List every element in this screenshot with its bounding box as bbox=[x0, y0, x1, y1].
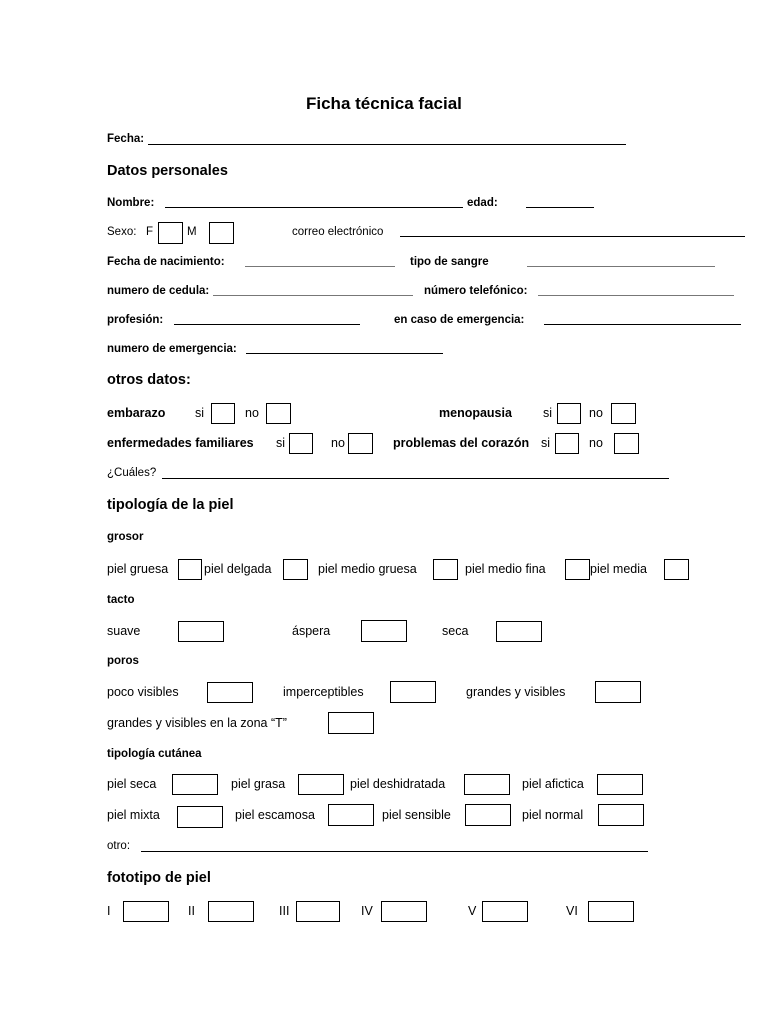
seca-tacto-checkbox[interactable] bbox=[496, 621, 542, 642]
corazon-si-checkbox[interactable] bbox=[555, 433, 579, 454]
grosor-heading: grosor bbox=[107, 531, 144, 543]
corazon-no-checkbox[interactable] bbox=[614, 433, 639, 454]
embarazo-no-label: no bbox=[245, 406, 259, 420]
fototipo-ii-checkbox[interactable] bbox=[208, 901, 254, 922]
fototipo-i-checkbox[interactable] bbox=[123, 901, 169, 922]
datos-personales-heading: Datos personales bbox=[107, 163, 228, 179]
enfermedades-label: enfermedades familiares bbox=[107, 436, 254, 450]
otros-datos-heading: otros datos: bbox=[107, 372, 191, 388]
corazon-si-label: si bbox=[541, 436, 551, 450]
nacimiento-field[interactable] bbox=[245, 266, 395, 267]
nombre-field[interactable] bbox=[165, 207, 463, 208]
emergencia-caso-field[interactable] bbox=[544, 324, 741, 325]
profesion-label: profesión: bbox=[107, 314, 164, 326]
emergencia-caso-label: en caso de emergencia: bbox=[394, 314, 525, 326]
menopausia-no-checkbox[interactable] bbox=[611, 403, 636, 424]
nombre-label: Nombre: bbox=[107, 197, 155, 209]
suave-checkbox[interactable] bbox=[178, 621, 224, 642]
fecha-label: Fecha: bbox=[107, 133, 145, 145]
fototipo-iv-checkbox[interactable] bbox=[381, 901, 427, 922]
suave-label: suave bbox=[107, 624, 141, 638]
zona-t-checkbox[interactable] bbox=[328, 712, 374, 734]
piel-normal-checkbox[interactable] bbox=[598, 804, 644, 826]
grandes-visibles-label: grandes y visibles bbox=[466, 685, 566, 699]
poros-heading: poros bbox=[107, 655, 139, 667]
fototipo-vi-label: VI bbox=[566, 904, 578, 918]
imperceptibles-label: imperceptibles bbox=[283, 685, 364, 699]
piel-afictica-label: piel afictica bbox=[522, 777, 584, 791]
menopausia-label: menopausia bbox=[439, 406, 512, 420]
enfermedades-si-label: si bbox=[276, 436, 286, 450]
grandes-visibles-checkbox[interactable] bbox=[595, 681, 641, 703]
sangre-label: tipo de sangre bbox=[410, 256, 489, 268]
edad-label: edad: bbox=[467, 197, 498, 209]
edad-field[interactable] bbox=[526, 207, 594, 208]
menopausia-si-checkbox[interactable] bbox=[557, 403, 581, 424]
telefono-field[interactable] bbox=[538, 295, 734, 296]
sexo-m-checkbox[interactable] bbox=[209, 222, 234, 244]
piel-normal-label: piel normal bbox=[522, 808, 584, 822]
tipologia-heading: tipología de la piel bbox=[107, 497, 234, 513]
menopausia-no-label: no bbox=[589, 406, 603, 420]
piel-grasa-checkbox[interactable] bbox=[298, 774, 344, 795]
menopausia-si-label: si bbox=[543, 406, 553, 420]
piel-medio-fina-label: piel medio fina bbox=[465, 562, 546, 576]
aspera-label: áspera bbox=[292, 624, 331, 638]
embarazo-si-label: si bbox=[195, 406, 205, 420]
fototipo-iv-label: IV bbox=[361, 904, 373, 918]
seca-tacto-label: seca bbox=[442, 624, 469, 638]
tacto-heading: tacto bbox=[107, 594, 135, 606]
piel-mixta-checkbox[interactable] bbox=[177, 806, 223, 828]
nacimiento-label: Fecha de nacimiento: bbox=[107, 256, 225, 268]
piel-afictica-checkbox[interactable] bbox=[597, 774, 643, 795]
page-title: Ficha técnica facial bbox=[306, 94, 462, 113]
imperceptibles-checkbox[interactable] bbox=[390, 681, 436, 703]
piel-sensible-label: piel sensible bbox=[382, 808, 451, 822]
fototipo-i-label: I bbox=[107, 904, 111, 918]
poco-visibles-label: poco visibles bbox=[107, 685, 179, 699]
enfermedades-no-checkbox[interactable] bbox=[348, 433, 373, 454]
fototipo-ii-label: II bbox=[188, 904, 195, 918]
fototipo-v-checkbox[interactable] bbox=[482, 901, 528, 922]
cuales-field[interactable] bbox=[162, 478, 669, 479]
otro-label: otro: bbox=[107, 840, 131, 852]
cutanea-heading: tipología cutánea bbox=[107, 748, 202, 760]
piel-escamosa-checkbox[interactable] bbox=[328, 804, 374, 826]
piel-gruesa-checkbox[interactable] bbox=[178, 559, 202, 580]
emergencia-num-label: numero de emergencia: bbox=[107, 343, 237, 355]
embarazo-label: embarazo bbox=[107, 406, 166, 420]
fototipo-iii-checkbox[interactable] bbox=[296, 901, 340, 922]
cedula-field[interactable] bbox=[213, 295, 413, 296]
fototipo-heading: fototipo de piel bbox=[107, 870, 211, 886]
sexo-m-label: M bbox=[187, 226, 197, 238]
piel-deshidratada-checkbox[interactable] bbox=[464, 774, 510, 795]
embarazo-no-checkbox[interactable] bbox=[266, 403, 291, 424]
piel-deshidratada-label: piel deshidratada bbox=[350, 777, 446, 791]
corazon-no-label: no bbox=[589, 436, 603, 450]
cedula-label: numero de cedula: bbox=[107, 285, 210, 297]
poco-visibles-checkbox[interactable] bbox=[207, 682, 253, 703]
piel-escamosa-label: piel escamosa bbox=[235, 808, 315, 822]
emergencia-num-field[interactable] bbox=[246, 353, 443, 354]
enfermedades-no-label: no bbox=[331, 436, 345, 450]
piel-medio-fina-checkbox[interactable] bbox=[565, 559, 590, 580]
piel-grasa-label: piel grasa bbox=[231, 777, 286, 791]
piel-sensible-checkbox[interactable] bbox=[465, 804, 511, 826]
piel-delgada-label: piel delgada bbox=[204, 562, 272, 576]
sexo-f-label: F bbox=[146, 226, 154, 238]
piel-seca-checkbox[interactable] bbox=[172, 774, 218, 795]
enfermedades-si-checkbox[interactable] bbox=[289, 433, 313, 454]
piel-media-label: piel media bbox=[590, 562, 647, 576]
piel-seca-label: piel seca bbox=[107, 777, 157, 791]
piel-mixta-label: piel mixta bbox=[107, 808, 160, 822]
fototipo-iii-label: III bbox=[279, 904, 290, 918]
otro-field[interactable] bbox=[141, 851, 648, 852]
fototipo-vi-checkbox[interactable] bbox=[588, 901, 634, 922]
correo-label: correo electrónico bbox=[292, 226, 384, 238]
sexo-f-checkbox[interactable] bbox=[158, 222, 183, 244]
corazon-label: problemas del corazón bbox=[393, 436, 530, 450]
sexo-label: Sexo: bbox=[107, 226, 137, 238]
zona-t-label: grandes y visibles en la zona “T” bbox=[107, 716, 287, 730]
correo-field[interactable] bbox=[400, 236, 745, 237]
sangre-field[interactable] bbox=[527, 266, 715, 267]
piel-gruesa-label: piel gruesa bbox=[107, 562, 169, 576]
embarazo-si-checkbox[interactable] bbox=[211, 403, 235, 424]
cuales-label: ¿Cuáles? bbox=[107, 467, 157, 479]
fecha-field[interactable] bbox=[148, 144, 626, 145]
profesion-field[interactable] bbox=[174, 324, 360, 325]
telefono-label: número telefónico: bbox=[424, 285, 528, 297]
aspera-checkbox[interactable] bbox=[361, 620, 407, 642]
piel-medio-gruesa-checkbox[interactable] bbox=[433, 559, 458, 580]
piel-media-checkbox[interactable] bbox=[664, 559, 689, 580]
piel-medio-gruesa-label: piel medio gruesa bbox=[318, 562, 417, 576]
fototipo-v-label: V bbox=[468, 904, 477, 918]
piel-delgada-checkbox[interactable] bbox=[283, 559, 308, 580]
